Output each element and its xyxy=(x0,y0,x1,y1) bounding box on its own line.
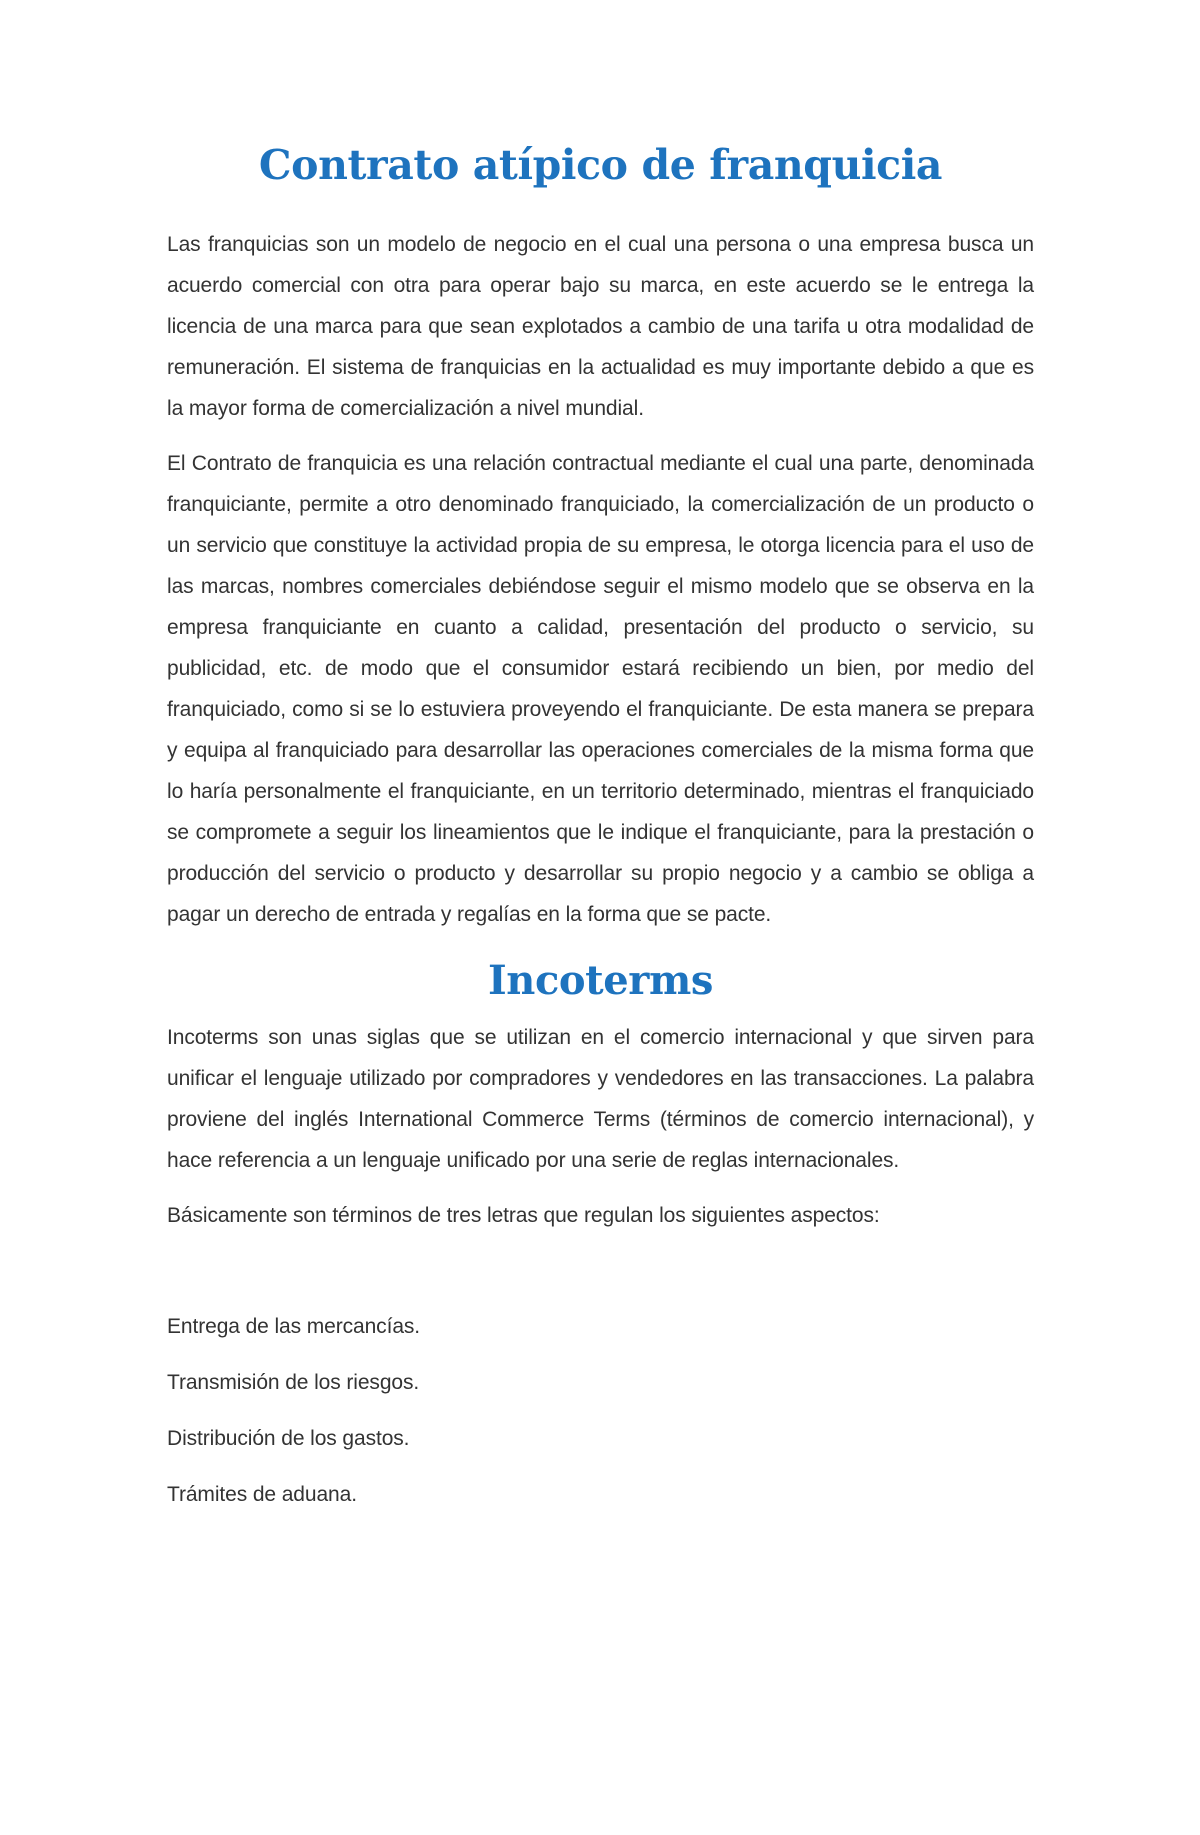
list-item: Entrega de las mercancías. xyxy=(167,1315,421,1338)
incoterms-heading: Incoterms xyxy=(487,957,714,1004)
document-title: Contrato atípico de franquicia xyxy=(258,141,943,189)
franchise-contract-paragraph: El Contrato de franquicia es una relación contractual mediante el cual una parte, denominada franquiciante, permite a otro denominado franquiciado, la comercialización de un producto o un servicio que constituye la actividad propia de su empresa, le otorga licencia para el uso de las marcas, nombres comerciales debiéndose seguir el mismo modelo que se observa en la empresa franquiciante en cuanto a calidad, presentación del producto o servicio, su publicidad, etc. de modo que el consumidor estará recibiendo un bien, por medio del franquiciado, como si se lo estuviera proveyendo el franquiciante. De esta manera se prepara y equipa al franquiciado para desarrollar las operaciones comerciales de la misma forma que lo haría personalmente el franquiciante, en un territorio determinado, mientras el franquiciado se compromete a seguir los lineamientos que le indique el franquiciante, para la prestación o producción del servicio o producto y desarrollar su propio negocio y a cambio se obliga a pagar un derecho de entrada y regalías en la forma que se pacte. xyxy=(167,452,1034,926)
aspects-list xyxy=(167,1306,1034,1515)
blank-line xyxy=(167,1250,1034,1306)
incoterms-definition-paragraph: Incoterms son unas siglas que se utilizan en el comercio internacional y que sirven para unificar el lenguaje utilizado por compradores y vendedores en las transacciones. La palabra proviene del inglés International Commerce Terms (términos de comercio internacional), y hace referencia a un lenguaje unificado por una serie de reglas internacionales. xyxy=(167,1026,1034,1172)
list-item: Trámites de aduana. xyxy=(167,1483,357,1506)
list-item: Distribución de los gastos. xyxy=(167,1427,410,1450)
list-item: Transmisión de los riesgos. xyxy=(167,1371,420,1394)
franchise-intro-paragraph: Las franquicias son un modelo de negocio en el cual una persona o una empresa busca un acuerdo comercial con otra para operar bajo su marca, en este acuerdo se le entrega la licencia de una marca para que sean explotados a cambio de una tarifa u otra modalidad de remuneración. El sistema de franquicias en la actualidad es muy importante debido a que es la mayor forma de comercialización a nivel mundial. xyxy=(167,233,1034,420)
incoterms-aspects-intro: Básicamente son términos de tres letras que regulan los siguientes aspectos: xyxy=(167,1204,880,1227)
